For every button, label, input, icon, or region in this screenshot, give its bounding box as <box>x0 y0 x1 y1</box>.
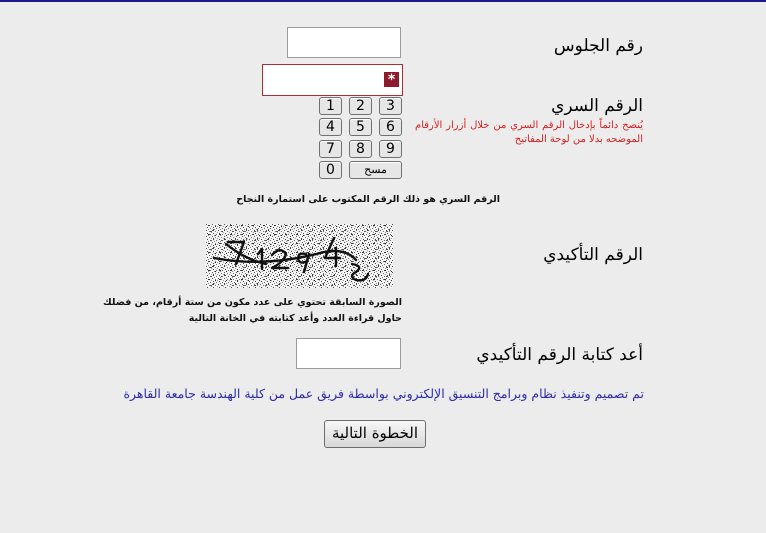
seat-number-label: رقم الجلوس <box>553 36 643 56</box>
keypad-key-1[interactable]: 1 <box>319 97 342 115</box>
seat-number-input[interactable] <box>287 27 401 58</box>
captcha-note-line1: الصورة السابقة تحتوي على عدد مكون من ستة أرقام، من فضلك <box>102 297 402 308</box>
keypad-key-5[interactable]: 5 <box>349 118 372 136</box>
keypad-key-6[interactable]: 6 <box>379 118 402 136</box>
captcha-image <box>206 224 393 288</box>
confirm-captcha-input[interactable] <box>296 338 401 369</box>
keypad-key-3[interactable]: 3 <box>379 97 402 115</box>
password-input[interactable] <box>262 64 403 96</box>
password-hint: الرقم السري هو ذلك الرقم المكتوب على استمارة النجاح <box>236 194 500 205</box>
keypad-clear-button[interactable]: مسح <box>349 161 402 179</box>
next-step-button[interactable]: الخطوة التالية <box>324 420 426 448</box>
captcha-note-line2: حاول قراءة العدد وأعد كتابته في الخانة التالية <box>188 313 402 324</box>
keypad-key-0[interactable]: 0 <box>319 161 342 179</box>
keypad-key-2[interactable]: 2 <box>349 97 372 115</box>
password-keypad-note: يُنصح دائماً بإدخال الرقم السري من خلال أزرار الأرقام الموضحه بدلا من لوحة المفاتيح <box>415 120 643 145</box>
credit-text: تم تصميم وتنفيذ نظام وبرامج التنسيق الإلكتروني بواسطة فريق عمل من كلية الهندسة جامعة القاهرة <box>123 386 644 401</box>
required-asterisk-icon: * <box>384 72 399 87</box>
keypad-key-9[interactable]: 9 <box>379 140 402 158</box>
password-label: الرقم السري <box>551 96 643 116</box>
confirm-captcha-label: أعد كتابة الرقم التأكيدي <box>476 345 643 365</box>
captcha-label: الرقم التأكيدي <box>543 245 643 265</box>
keypad-key-4[interactable]: 4 <box>319 118 342 136</box>
top-border-line <box>0 0 766 2</box>
keypad-key-7[interactable]: 7 <box>319 140 342 158</box>
keypad-key-8[interactable]: 8 <box>349 140 372 158</box>
